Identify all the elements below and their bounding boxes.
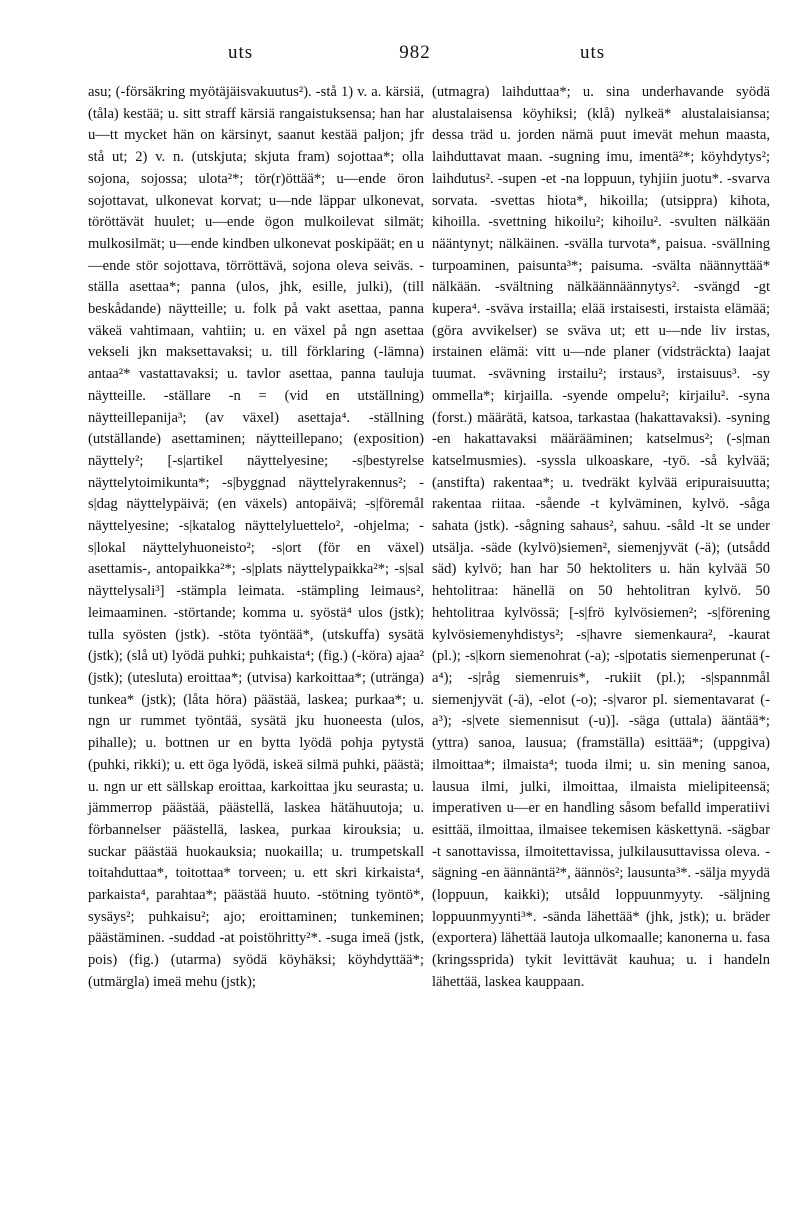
page-header [0,42,800,72]
left-guide-word: uts [228,42,254,63]
right-column [432,82,770,994]
left-column [88,82,424,994]
right-guide-word: uts [580,42,606,63]
page-number: 982 [399,42,431,63]
right-column-text: (utmagra) laihduttaa*; u. sina underhavande syödä alustalaisensa köyhiksi; (klå) nylkeä* alustalaisiansa; dessa träd u. jorden nämä puut imevät mehun maasta, laihduttavat maan. -sugning imu, imentä²*; köyhdytys²; laihdutus². -supen -et -na loppuun, tyhjiin juotu*. -svarva sorvata. -svettas hiota*, hikoilla; (utsippra) kihota, kihoilla. -svettning hikoilu²; kihoilu². -svulten nälkään nääntynyt; nälkäinen. -svälla turvota*, paisua. -svällning turpoaminen, paisunta³*; paisuma. -svälta näännyttää* nälkään. -svältning nälkäännäännytys². -svängd -gt kupera⁴. -sväva irstailla; elää irstaisesti, irstaista elämää; (göra avvikelser) se sväva ut; ett u—nde liv irstas, irstainen elämä: vitt u—nde planer (vidsträckta) laajat tuumat. -svävning irstailu²; irstaus³, irstaisuus³. -sy ommella*; kirjailla. -syende ompelu²; kirjailu². -syna (forst.) määrätä, katsoa, tarkastaa (hakattavaksi). -syning -en hakattavaksi määrääminen; katselmus²; (-s|man katselmusmies). -syssla ulkoaskare, -työ. -så kylvää; (anstifta) rakentaa*; u. tvedräkt kylvää eripuraisuutta; rakentaa riitaa. -sående -t kylväminen, kylvö. -såga sahata (jstk). -sågning sahaus², sahuu. -såld -lt se under utsälja. -säde (kylvö)siemen², siemenjyvät (-ä); (utsådd säd) kylvö; han har 50 hektoliters u. hän kylvää 50 hehtolitraa: hänellä on 50 hehtolitran kylvö. 50 hehtolitraa kylvössä; [-s|frö kylvösiemen²; -s|förening kylvösiemenyhdistys²; -s|havre siemenkaura², -kaurat (pl.); -s|korn siemenohrat (-a); -s|potatis siemenperunat (-a⁴); -s|råg siemenruis*, -rukiit (pl.); -s|spannmål siemenjyvät (-ä), -elot (-o); -s|varor pl. siementavarat (-a³); -s|vete siemennisut (-u)]. -säga (uttala) ääntää*; (yttra) sanoa, lausua; (framställa) esittää*; (uppgiva) ilmoittaa*; ilmaista⁴; tuoda ilmi; u. sin mening sanoa, lausua ilmi, julki, ilmoittaa, ilmaista mielipiteensä; imperativen u—er en handling såsom befalld imperatiivi esittää, ilmoittaa, ilmaisee tekemisen käskettynä. -sägbar -t sanottavissa, ilmoitettavissa, julkilausuttavissa oleva. -sägning -en äännäntä²*, äännös²; lausunta³*. -sälja myydä (loppuun, kaikki); utsåld loppuunmyyty. -säljning loppuunmyynti³*. -sända lähettää* (jhk, jstk); u. bräder (exportera) lähettää lautoja ulkomaalle; kanonerna u. fasa (kringssprida) tykit levittävät kauhua; u. i handeln lähettää, laskea kauppaan. [432,84,770,990]
left-column-text: asu; (-försäkring myötäjäisvakuutus²). -stå 1) v. a. kärsiä, (tåla) kestää; u. sitt straff kärsiä rangaistuksensa; han har u—tt mycket hän on kärsinyt, saanut kestää paljon; jfr stå ut; 2) v. n. (utskjuta; skjuta fram) sojottaa*; olla sojona, sojossa; ulota²*; tör(r)öttää*; u—ende öron sojottavat, ulkonevat korvat; u—nde läppar ulkonevat, töröttävät huulet; u—ende ögon mulkoilevat silmät; mulkosilmät; u—ende kindben ulkonevat poskipäät; en u—ende stör sojottava, törröttävä, sojona oleva seiväs. -ställa asettaa*; panna (ulos, jhk, esille, julki), (till beskådande) näytteille; u. folk på vakt asettaa, panna väkeä vahtimaan, vahtiin; u. en växel på ngn asettaa vekseli jkn maksettavaksi; u. till förklaring (-lämna) antaa²* vastattavaksi; u. tavlor asettaa, panna tauluja näytteille. -ställare -n = (vid en utställning) näytteillepanija³; (av växel) asettaja⁴. -ställning (utställande) asettaminen; näytteillepano; (exposition) näyttely²; [-s|artikel näyttelyesine; -s|bestyrelse näyttelytoimikunta*; -s|byggnad näyttelyrakennus²; -s|dag näyttelypäivä; (en växels) antopäivä; -s|föremål näyttelyesine; -s|katalog näyttelyluettelo², -ohjelma; -s|lokal näyttelyhuoneisto²; -s|ort (för en växel) asettamis-, antopaikka²*; -s|plats näyttelypaikka²*; -s|sal näyttelysali³] -stämpla leimata. -stämpling leimaus², leimaaminen. -störtande; komma u. syöstä⁴ ulos (jstk); tulla syösten (jstk). -stöta työntää*, (utskuffa) sysätä (jstk); (slå ut) lyödä puhki; puhkaista⁴; (fig.) (-köra) ajaa² (jstk); (utesluta) eroittaa*; (utvisa) karkoittaa*; (utränga) tunkea* (jstk); (låta höra) päästää, laskea; purkaa*; u. ngn ur rummet työntää, sysätä jku huoneesta (ulos, pihalle); u. bottnen ur en bytta lyödä pohja pytystä (puhki, rikki); u. ett öga lyödä, iskeä silmä puhki, päästä; u. ngn ur ett sällskap eroittaa, karkoittaa jku seurasta; u. jämmerrop päästää, päästellä, laskea hätähuutoja; u. förbannelser päästellä, laskea, purkaa kirouksia; u. suckar päästää huokauksia; nuokailla; u. trumpetskall toitahduttaa*, toitottaa* torveen; u. ett skri kirkaista⁴, parkaista⁴, parahtaa*; päästää huuto. -stötning työntö*, sysäys²; puhkaisu²; ajo; eroittaminen; tunkeminen; päästäminen. -suddad -at poistöhritty²*. -suga imeä (jstk, pois) (fig.) (utarma) syödä köyhäksi; köyhdyttää*; (utmärgla) imeä mehu (jstk); [88,84,424,990]
